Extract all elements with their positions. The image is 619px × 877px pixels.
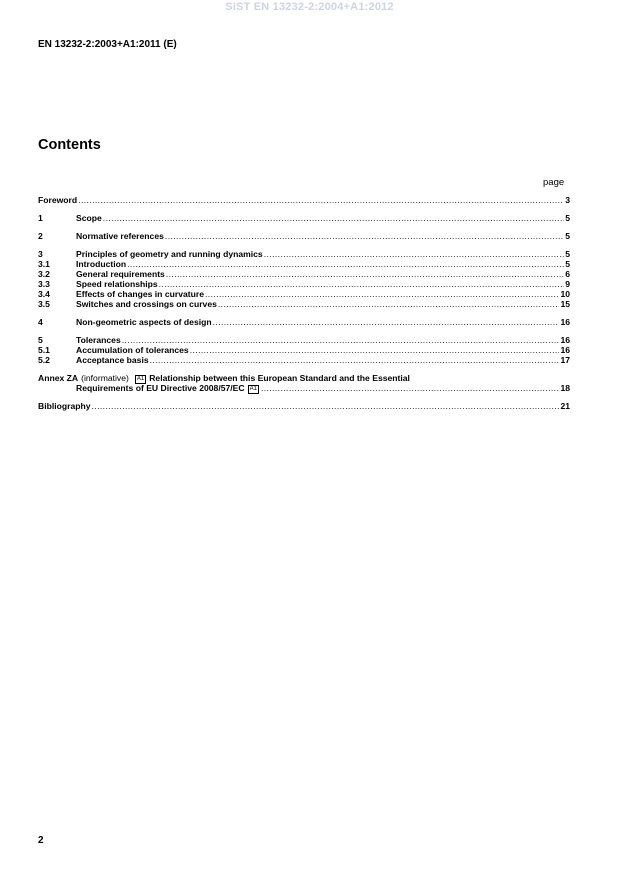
toc-entry-number: 5.2 — [38, 355, 50, 365]
toc-entry[interactable] — [38, 213, 570, 223]
toc-entry-bibliography[interactable] — [38, 401, 570, 411]
toc-entry-page: 16 — [560, 345, 570, 355]
toc-entry[interactable] — [38, 279, 570, 289]
toc-entry-number: 5.1 — [38, 345, 50, 355]
document-id: EN 13232-2:2003+A1:2011 (E) — [38, 39, 177, 50]
toc-entry-page: 9 — [565, 279, 570, 289]
toc-entry-number: 3.5 — [38, 299, 50, 309]
toc-entry-page: 5 — [565, 231, 570, 241]
toc-entry-number: 3.2 — [38, 269, 50, 279]
toc-entry-page: 10 — [560, 289, 570, 299]
annex-title-line-2: Requirements of EU Directive 2008/57/EC — [76, 383, 245, 393]
dot-leader — [103, 213, 564, 223]
dot-leader — [190, 345, 560, 355]
toc-entry-title: General requirements — [76, 269, 165, 279]
toc-entry-title: Scope — [76, 213, 102, 223]
amendment-end-marker: A1 — [249, 386, 257, 392]
dot-leader — [166, 269, 564, 279]
toc-entry-title: Bibliography — [38, 401, 91, 411]
toc-entry-title: Switches and crossings on curves — [76, 299, 217, 309]
toc-entry-title: Accumulation of tolerances — [76, 345, 189, 355]
dot-leader — [122, 335, 560, 345]
toc-entry-number: 5 — [38, 335, 43, 345]
toc-entry[interactable] — [38, 335, 570, 345]
page-column-label: page — [543, 177, 565, 188]
toc-entry[interactable] — [38, 317, 570, 327]
toc-entry-number: 4 — [38, 317, 43, 327]
toc-entry[interactable] — [38, 231, 570, 241]
toc-entry-number: 2 — [38, 231, 43, 241]
dot-leader — [213, 317, 560, 327]
toc-entry-page: 6 — [565, 269, 570, 279]
toc-entry-number: 3 — [38, 249, 43, 259]
dot-leader — [159, 279, 565, 289]
annex-title-line-1: Relationship between this European Standard and the Essential — [149, 373, 410, 383]
toc-entry-title: Speed relationships — [76, 279, 158, 289]
dot-leader — [165, 231, 564, 241]
dot-leader — [218, 299, 560, 309]
toc-entry-title: Introduction — [76, 259, 127, 269]
toc-entry[interactable] — [38, 355, 570, 365]
amendment-start-marker: A1 — [136, 376, 145, 382]
toc-entry-title: Normative references — [76, 231, 164, 241]
toc-entry-page: 3 — [565, 195, 570, 205]
toc-entry-number: 3.4 — [38, 289, 50, 299]
toc-entry-page: 16 — [560, 335, 570, 345]
toc-entry-page: 5 — [565, 259, 570, 269]
toc-entry-foreword[interactable] — [38, 195, 570, 205]
annex-label: Annex ZA — [38, 373, 79, 383]
toc-entry-title: Acceptance basis — [76, 355, 149, 365]
toc-entry[interactable] — [38, 249, 570, 259]
page-number: 2 — [38, 835, 44, 846]
toc-entry-title: Non-geometric aspects of design — [76, 317, 212, 327]
toc-entry-annex-za[interactable] — [38, 373, 570, 393]
dot-leader — [127, 259, 564, 269]
annex-qualifier: (informative) — [81, 373, 129, 383]
toc-entry-title: Effects of changes in curvature — [76, 289, 204, 299]
toc-entry-page: 18 — [560, 383, 570, 393]
toc-entry[interactable] — [38, 299, 570, 309]
dot-leader — [92, 401, 560, 411]
toc-entry-page: 5 — [565, 249, 570, 259]
dot-leader — [264, 249, 565, 259]
watermark: SIST EN 13232-2:2004+A1:2012 — [225, 1, 394, 13]
toc-entry-page: 15 — [560, 299, 570, 309]
table-of-contents — [38, 195, 570, 411]
toc-entry-page: 5 — [565, 213, 570, 223]
dot-leader — [78, 195, 564, 205]
toc-entry-page: 21 — [560, 401, 570, 411]
contents-heading: Contents — [38, 137, 101, 153]
dot-leader — [205, 289, 559, 299]
toc-entry[interactable] — [38, 345, 570, 355]
dot-leader — [261, 383, 559, 393]
dot-leader — [150, 355, 560, 365]
toc-entry[interactable] — [38, 259, 570, 269]
toc-entry-page: 17 — [560, 355, 570, 365]
toc-entry-number: 1 — [38, 213, 43, 223]
toc-entry-page: 16 — [560, 317, 570, 327]
toc-entry-title: Foreword — [38, 195, 78, 205]
toc-entry-title: Principles of geometry and running dynamics — [76, 249, 263, 259]
toc-entry-number: 3.1 — [38, 259, 50, 269]
toc-entry-title: Tolerances — [76, 335, 121, 345]
toc-entry[interactable] — [38, 269, 570, 279]
toc-entry[interactable] — [38, 289, 570, 299]
toc-entry-number: 3.3 — [38, 279, 50, 289]
